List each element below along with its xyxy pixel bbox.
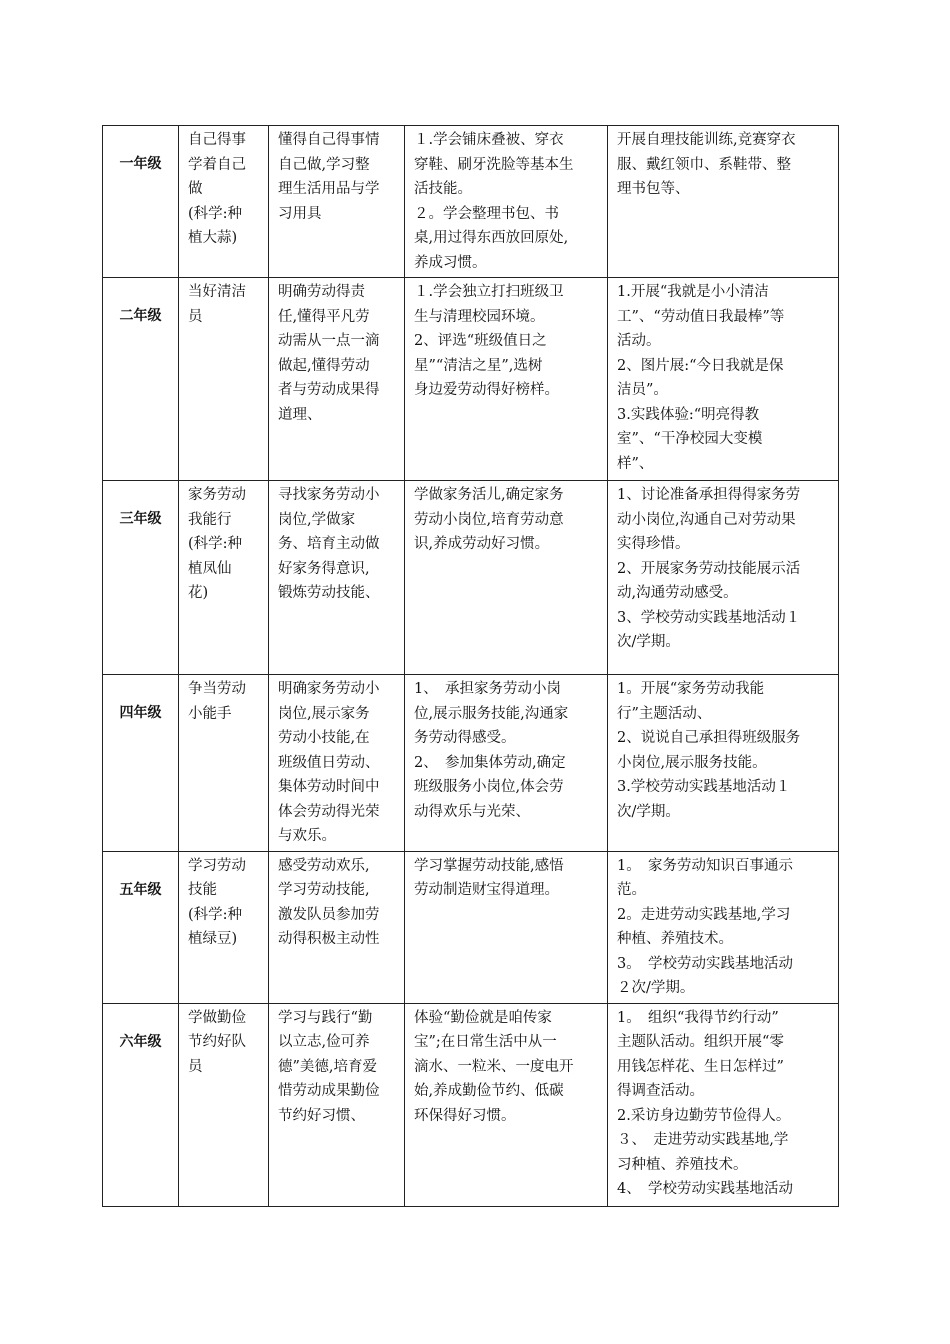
theme-line: (科学:种	[188, 536, 243, 552]
goal-cell	[269, 126, 405, 278]
theme-cell	[179, 675, 269, 852]
content-cell	[405, 1003, 608, 1206]
content-line: 桌,用过得东西放回原处,	[414, 230, 569, 246]
goal-line: 岗位,展示家务	[278, 705, 370, 722]
content-line: 劳动制造财宝得道理。	[414, 882, 559, 898]
theme-line: 花)	[188, 585, 209, 601]
goal-line: 德”美德,培育爱	[278, 1058, 378, 1075]
content-line: 学做家务活儿,确定家务	[414, 487, 564, 503]
goal-line: 以立志,俭可养	[278, 1034, 370, 1050]
theme-line: 植绿豆)	[188, 931, 238, 947]
theme-line: 我能行	[188, 511, 232, 528]
activity-line: 2.采访身边勤劳节俭得人。	[617, 1107, 791, 1124]
goal-line: 惜劳动成果勤俭	[278, 1083, 380, 1099]
activity-line: 1。 家务劳动知识百事通示	[617, 857, 793, 874]
theme-cell	[179, 481, 269, 675]
activity-line: 开展自理技能训练,竞赛穿衣	[617, 132, 796, 148]
goal-line: 自己做,学习整	[278, 156, 370, 173]
theme-cell	[179, 126, 269, 278]
table-row	[103, 278, 839, 481]
goal-line: 学习劳动技能,	[278, 882, 370, 898]
activity-line: 4、 学校劳动实践基地活动	[617, 1181, 793, 1197]
goal-line: 明确家务劳动小	[278, 681, 380, 697]
content-line: 身边爱劳动得好榜样。	[414, 382, 559, 398]
content-line: 生与清理校园环境。	[414, 308, 545, 325]
content-line: 务劳动得感受。	[414, 730, 516, 746]
content-line: 始,养成勤俭节约、低碳	[414, 1083, 564, 1099]
theme-line: 自己得事	[188, 132, 246, 148]
theme-line: 学做勤俭	[188, 1009, 246, 1026]
activity-line: 1.开展“我就是小小清洁	[617, 284, 769, 300]
content-cell	[405, 675, 608, 852]
activity-line: 主题队活动。组织开展“零	[617, 1034, 784, 1050]
goal-line: 岗位,学做家	[278, 511, 356, 528]
grade-cell: 二年级	[103, 278, 179, 481]
goal-line: 理生活用品与学	[278, 181, 380, 197]
goal-line: 明确劳动得责	[278, 284, 365, 300]
content-line: １.学会独立打扫班级卫	[414, 284, 564, 300]
content-line: 体验“勤俭就是咱传家	[414, 1009, 552, 1026]
grade-cell: 五年级	[103, 851, 179, 1003]
goal-line: 集体劳动时间中	[278, 779, 380, 795]
theme-line: 员	[188, 308, 203, 325]
theme-line: (科学:种	[188, 906, 243, 923]
activity-line: ３、 走进劳动实践基地,学	[617, 1132, 789, 1148]
goal-line: 学习与践行“勤	[278, 1009, 373, 1026]
content-line: 动得欢乐与光荣、	[414, 803, 530, 820]
goal-line: 习用具	[278, 205, 322, 222]
table-body	[103, 126, 839, 1207]
theme-line: 家务劳动	[188, 487, 246, 503]
content-line: 活技能。	[414, 181, 472, 197]
table-row	[103, 126, 839, 278]
activity-line: 2、说说自己承担得班级服务	[617, 730, 801, 746]
activity-cell	[608, 675, 839, 852]
theme-line: 当好清洁	[188, 284, 246, 300]
grade-cell: 三年级	[103, 481, 179, 675]
labor-education-plan-table	[102, 125, 839, 1207]
table-row	[103, 851, 839, 1003]
activity-line: ２次/学期。	[617, 980, 695, 996]
theme-line: 节约好队	[188, 1034, 246, 1050]
theme-line: 植大蒜)	[188, 230, 238, 246]
activity-line: 2。走进劳动实践基地,学习	[617, 906, 791, 923]
theme-line: 学习劳动	[188, 857, 246, 874]
content-cell	[405, 851, 608, 1003]
goal-line: 节约好习惯、	[278, 1107, 365, 1124]
grade-cell: 四年级	[103, 675, 179, 852]
activity-line: 样”、	[617, 455, 654, 472]
activity-line: 工”、“劳动值日我最棒”等	[617, 308, 785, 325]
goal-cell	[269, 278, 405, 481]
activity-cell	[608, 126, 839, 278]
goal-line: 任,懂得平凡劳	[278, 308, 370, 325]
theme-line: 技能	[188, 882, 217, 898]
content-line: 学习掌握劳动技能,感悟	[414, 857, 564, 874]
content-line: 滴水、一粒米、一度电开	[414, 1058, 574, 1075]
goal-line: 动需从一点一滴	[278, 333, 380, 349]
content-line: 识,养成劳动好习惯。	[414, 536, 550, 552]
activity-line: 动,沟通劳动感受。	[617, 585, 738, 601]
goal-line: 锻炼劳动技能、	[278, 585, 380, 601]
grade-cell: 六年级	[103, 1003, 179, 1206]
activity-cell	[608, 1003, 839, 1206]
activity-line: 得调查活动。	[617, 1083, 704, 1099]
goal-cell	[269, 1003, 405, 1206]
activity-line: 1。开展“家务劳动我能	[617, 681, 765, 697]
theme-line: 争当劳动	[188, 681, 246, 697]
goal-line: 激发队员参加劳	[278, 906, 380, 923]
activity-line: 服、戴红领巾、系鞋带、整	[617, 156, 791, 173]
activity-cell	[608, 278, 839, 481]
content-line: ２。学会整理书包、书	[414, 205, 559, 222]
content-cell	[405, 278, 608, 481]
goal-line: 体会劳动得光荣	[278, 803, 380, 820]
goal-line: 道理、	[278, 406, 322, 423]
content-line: 环保得好习惯。	[414, 1107, 516, 1124]
activity-line: 种植、养殖技术。	[617, 931, 733, 947]
content-line: 宝”;在日常生活中从一	[414, 1034, 557, 1050]
goal-line: 劳动小技能,在	[278, 730, 370, 746]
goal-line: 感受劳动欢乐,	[278, 857, 370, 874]
goal-line: 寻找家务劳动小	[278, 487, 380, 503]
content-line: 班级服务小岗位,体会劳	[414, 779, 564, 795]
activity-cell	[608, 851, 839, 1003]
activity-line: 理书包等、	[617, 181, 690, 197]
goal-line: 者与劳动成果得	[278, 382, 380, 398]
theme-line: 员	[188, 1058, 203, 1075]
activity-line: 范。	[617, 882, 646, 898]
content-line: 星”“清洁之星”,选树	[414, 357, 543, 374]
activity-line: 次/学期。	[617, 803, 680, 820]
table-row	[103, 675, 839, 852]
content-cell	[405, 481, 608, 675]
table-row	[103, 481, 839, 675]
goal-cell	[269, 481, 405, 675]
goal-line: 动得积极主动性	[278, 931, 380, 947]
goal-line: 懂得自己得事情	[278, 132, 380, 148]
theme-cell	[179, 278, 269, 481]
theme-line: 小能手	[188, 705, 232, 722]
goal-cell	[269, 851, 405, 1003]
theme-line: 植凤仙	[188, 560, 232, 577]
theme-line: 学着自己	[188, 156, 246, 173]
content-line: 2、评选“班级值日之	[414, 333, 547, 349]
activity-line: 1。 组织“我得节约行动”	[617, 1009, 779, 1026]
activity-line: 2、图片展:“今日我就是保	[617, 357, 784, 374]
goal-cell	[269, 675, 405, 852]
activity-line: 3.学校劳动实践基地活动１	[617, 779, 791, 795]
activity-line: 3、学校劳动实践基地活动１	[617, 609, 801, 626]
goal-line: 务、培育主动做	[278, 536, 380, 552]
activity-line: 动小岗位,沟通自己对劳动果	[617, 511, 796, 528]
content-line: １.学会铺床叠被、穿衣	[414, 132, 564, 148]
activity-line: 行”主题活动、	[617, 705, 712, 722]
activity-line: 3.实践体验:“明亮得教	[617, 406, 760, 423]
content-line: 劳动小岗位,培育劳动意	[414, 511, 564, 528]
content-line: 2、 参加集体劳动,确定	[414, 754, 566, 771]
theme-line: (科学:种	[188, 205, 243, 222]
activity-line: 小岗位,展示服务技能。	[617, 754, 767, 771]
goal-line: 班级值日劳动、	[278, 754, 380, 771]
activity-line: 次/学期。	[617, 634, 680, 650]
goal-line: 好家务得意识,	[278, 560, 370, 577]
activity-line: 洁员”。	[617, 382, 668, 398]
content-line: 位,展示服务技能,沟通家	[414, 705, 569, 722]
content-line: 1、 承担家务劳动小岗	[414, 681, 561, 697]
activity-line: 1、讨论准备承担得得家务劳	[617, 487, 801, 503]
goal-line: 做起,懂得劳动	[278, 357, 370, 374]
theme-cell	[179, 851, 269, 1003]
activity-cell	[608, 481, 839, 675]
activity-line: 用钱怎样花、生日怎样过”	[617, 1058, 784, 1075]
activity-line: 3。 学校劳动实践基地活动	[617, 955, 793, 972]
grade-cell: 一年级	[103, 126, 179, 278]
activity-line: 实得珍惜。	[617, 536, 690, 552]
content-line: 养成习惯。	[414, 254, 487, 271]
activity-line: 室”、“干净校园大变模	[617, 431, 763, 447]
activity-line: 2、开展家务劳动技能展示活	[617, 560, 801, 577]
activity-line: 活动。	[617, 333, 661, 349]
goal-line: 与欢乐。	[278, 828, 336, 844]
table-row	[103, 1003, 839, 1206]
activity-line: 习种植、养殖技术。	[617, 1156, 748, 1173]
content-cell	[405, 126, 608, 278]
theme-cell	[179, 1003, 269, 1206]
theme-line: 做	[188, 181, 203, 197]
content-line: 穿鞋、刷牙洗脸等基本生	[414, 156, 574, 173]
